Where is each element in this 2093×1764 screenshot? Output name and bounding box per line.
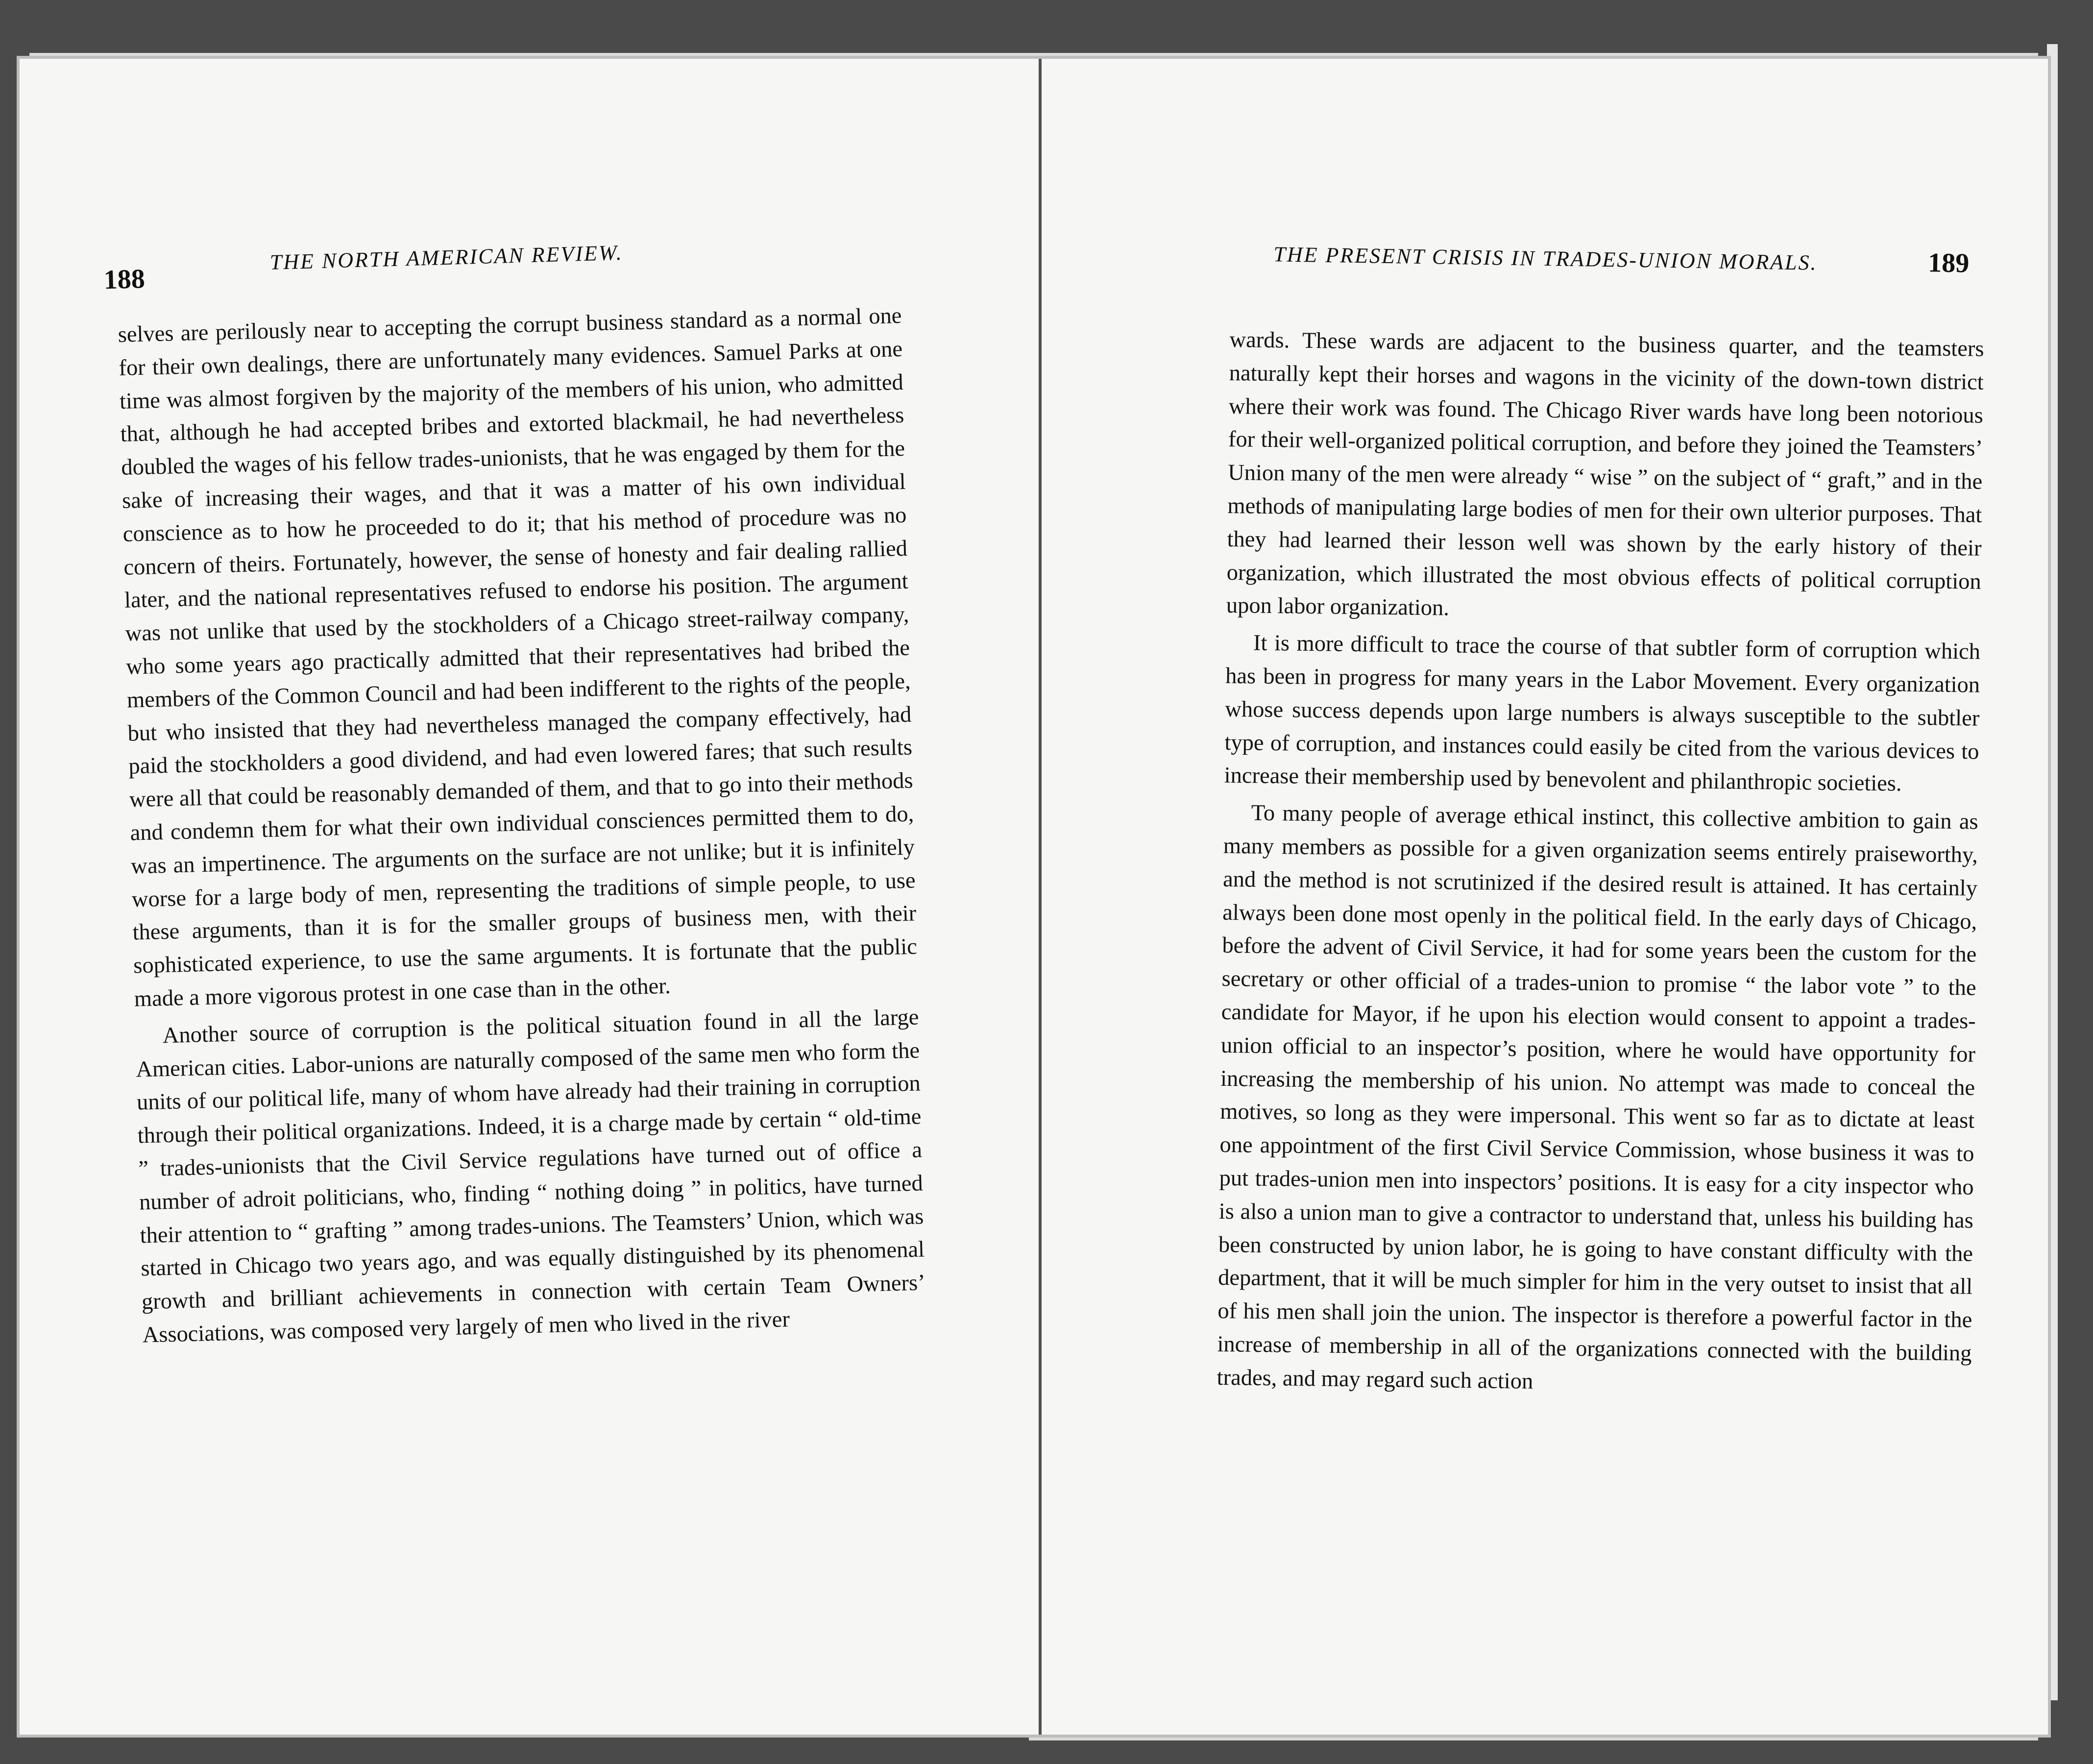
right-page-number: 189: [1927, 247, 1970, 279]
left-page-number: 188: [103, 264, 146, 295]
right-paragraph-3: To many people of average ethical instinct, this collective ambition to gain as many members as possible for a given organization seems entirely praiseworthy, and the method is not scrutinized if the desired result is attained. It has certainly always been done most openly in the political field. In the early days of Chicago, before the advent of Civil Service, it had for some years been the custom for the secretary or other official of a trades-union to promise “ the labor vote ” to the candidate for Mayor, if he upon his election would consent to appoint a trades-union official to an inspector’s position, where he would have opportunity for increasing the membership of his union. No attempt was made to conceal the motives, so long as they were impersonal. This went so far as to dictate at least one appointment of the first Civil Service Commission, whose business it was to put trades-union men into inspectors’ positions. It is easy for a city inspector who is also a union man to give a contractor to understand that, unless his building has been constructed by union labor, he is going to have constant difficulty with the department, that it will be much simpler for him in the very outset to insist that all of his men shall join the union. The inspector is therefore a powerful factor in the increase of membership in all of the organizations connected with the building trades, and may regard such action: [1217, 800, 1978, 1394]
right-paragraph-1: wards. These wards are adjacent to the business quarter, and the teamsters naturally kept their horses and wagons in the vicinity of the down-town district where their work was found. The Chicago River wards have long been notorious for their well-organized political corruption, and before they joined the Teamsters’ Union many of the men were already “ wise ” on the subject of “ graft,” and in the methods of manipulating large bodies of men for their own ulterior purposes. That they had learned their lesson well was shown by the early history of their organization, which illustrated the most obvious effects of political corruption upon labor organization.: [1226, 327, 1984, 621]
right-paragraph-2: It is more difficult to trace the course of that subtler form of corruption which has been in progress for many years in the Labor Movement. Every organization whose success depends upon large numbers is always susceptible to the subtler type of corruption, and instances could easily be cited from the various devices to increase their membership used by benevolent and philanthropic societies.: [1224, 630, 1981, 797]
right-page: [1171, 59, 1984, 1735]
left-paragraph-1: selves are perilously near to accepting the corrupt business standard as a normal one for their own dealings, there are unfortunately many evidences. Samuel Parks at one time was almost forgiven by the majority of the members of his union, who admitted that, although he had accepted bribes and extorted blackmail, he had nevertheless doubled the wages of his fellow trades-unionists, that he was engaged by them for the sake of increasing their wages, and that it was a matter of his own individual conscience as to how he proceeded to do it; that his method of procedure was no concern of theirs. Fortunately, however, the sense of honesty and fair dealing rallied later, and the national representatives refused to endorse his position. The argument was not unlike that used by the stockholders of a Chicago street-railway company, who some years ago practically admitted that their representatives had bribed the members of the Common Council and had been indifferent to the rights of the people, but who insisted that they had nevertheless managed the company effectively, had paid the stockholders a good dividend, and had even lowered fares; that such results were all that could be reasonably demanded of them, and that to go into their methods and condemn them for what their own individual consciences permitted them to do, was an impertinence. The arguments on the surface are not unlike; but it is infinitely worse for a large body of men, representing the traditions of simple people, to use these arguments, than it is for the smaller groups of business men, with their sophisticated experience, to use the same arguments. It is fortunate that the public made a more vigorous protest in one case than in the other.: [118, 303, 918, 1012]
page-stack-edge-right: [2047, 44, 2058, 1700]
left-page: [93, 59, 926, 1735]
left-paragraph-2: Another source of corruption is the political situation found in all the large American cities. Labor-unions are naturally composed of the same men who form the units of our political life, many of whom have already had their training in corruption through their political organizations. Indeed, it is a charge made by certain “ old-time ” trades-unionists that the Civil Service regulations have turned out of office a number of adroit politicians, who, finding “ nothing doing ” in politics, have turned their attention to “ grafting ” among trades-unions. The Teamsters’ Union, which was started in Chicago two years ago, and was equally distinguished by its phenomenal growth and brilliant achievements in connection with certain Team Owners’ Associations, was composed very largely of men who lived in the river: [135, 1004, 926, 1348]
right-body-text: [1217, 323, 1984, 1403]
right-running-title: THE PRESENT CRISIS IN TRADES-UNION MORALS.: [1273, 242, 1818, 275]
book-spread: [20, 59, 2048, 1735]
book-gutter: [1039, 59, 1042, 1735]
page-stack-edge-bottom: [1029, 1734, 2038, 1740]
left-running-title: THE NORTH AMERICAN REVIEW.: [269, 240, 624, 274]
right-running-head: [1170, 235, 1984, 292]
left-body-text: [118, 299, 926, 1352]
left-running-head: [93, 227, 902, 294]
